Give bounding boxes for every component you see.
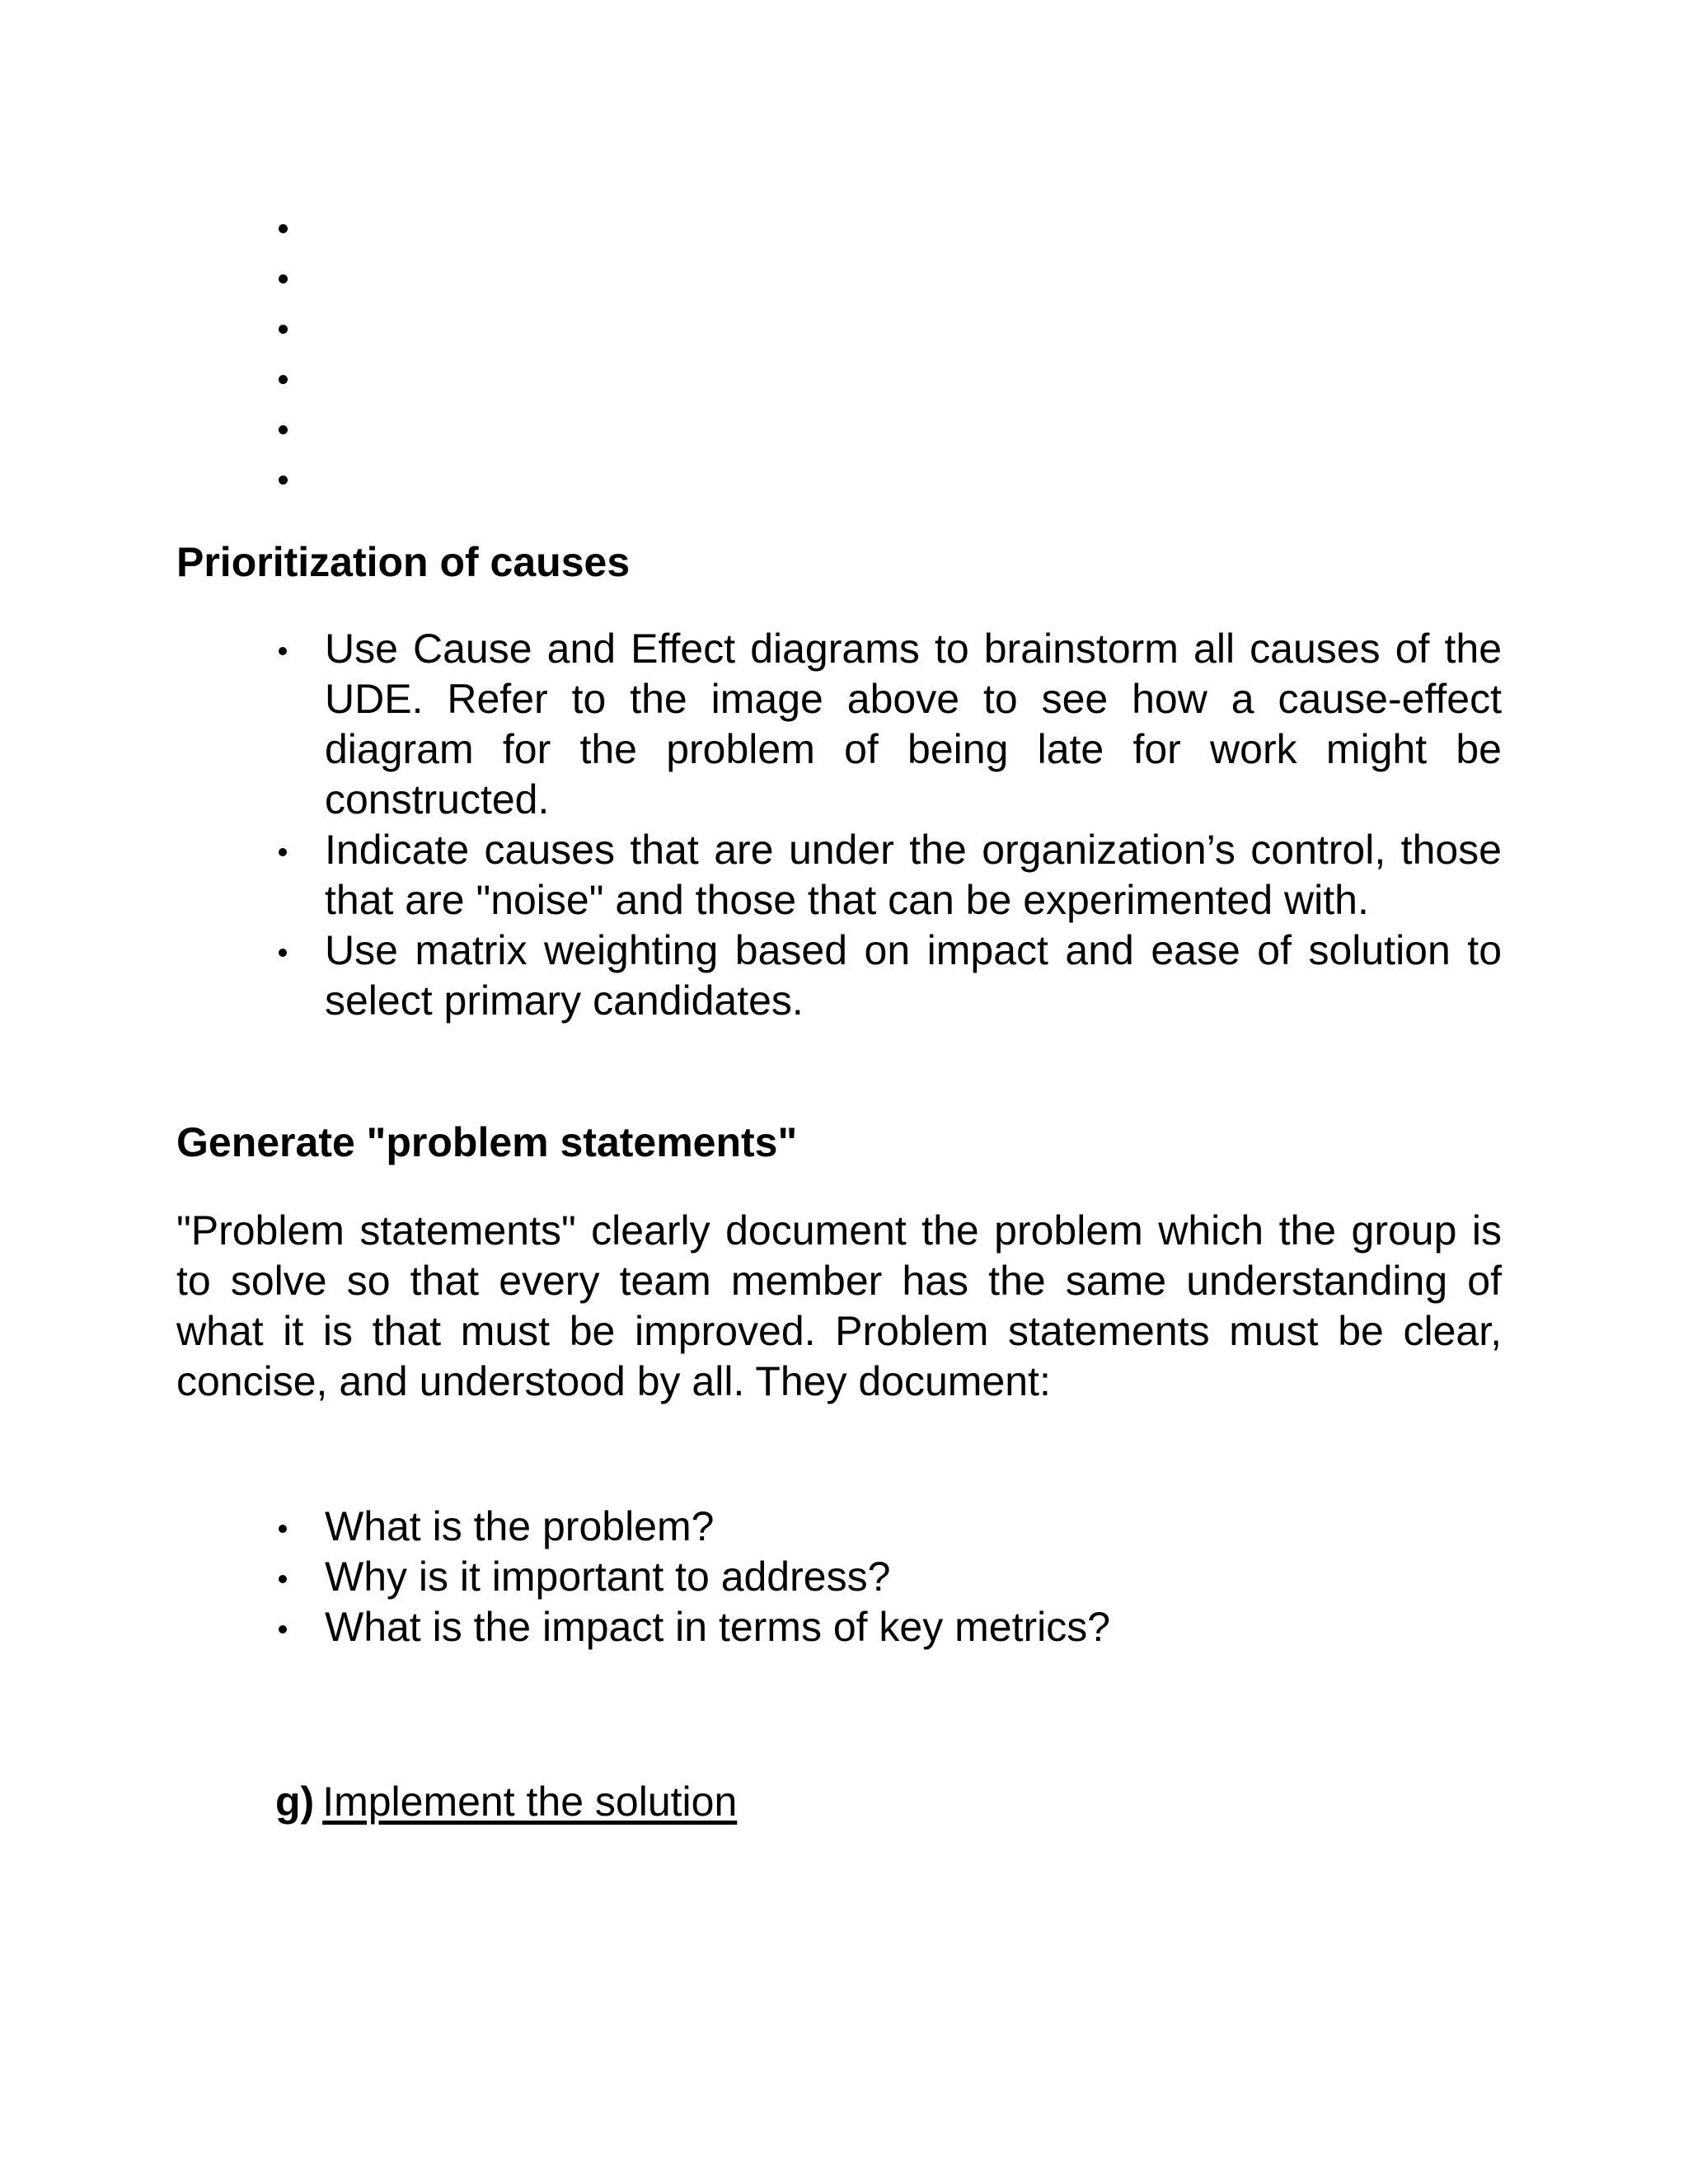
bullet-icon	[279, 949, 287, 957]
list-item-text: Use Cause and Effect diagrams to brainstorm all causes of the UDE. Refer to the image above to see how a cause-effect diagram for the problem of being late for work might be constructed.	[325, 626, 1502, 823]
problem-statements-list	[176, 1502, 1502, 1652]
list-item-text: Use matrix weighting based on impact and ease of solution to select primary candidates.	[325, 927, 1502, 1024]
step-label: g)	[275, 1779, 315, 1825]
list-item-text: What is the problem?	[325, 1503, 715, 1549]
bullet-icon	[279, 425, 288, 434]
list-item-text: Why is it important to address?	[325, 1554, 891, 1600]
list-item-text: Indicate causes that are under the organization’s control, those that are "noise" and those that can be experimented with.	[325, 827, 1502, 923]
bullet-icon	[279, 1525, 287, 1533]
list-item	[176, 624, 1502, 825]
list-item	[176, 1552, 1502, 1602]
problem-statements-paragraph: "Problem statements" clearly document the problem which the group is to solve so that every team member has the same understanding of what it is that must be improved. Problem statements must be clear, concise, and understood by all. They document:	[176, 1207, 1502, 1404]
section-heading-problem-statements: Generate "problem statements"	[176, 1119, 798, 1165]
bullet-icon	[279, 375, 288, 384]
bullet-icon	[279, 224, 288, 233]
prioritization-list	[176, 624, 1502, 1026]
list-item-text: What is the impact in terms of key metrics?	[325, 1604, 1111, 1650]
bullet-icon	[279, 274, 288, 284]
bullet-icon	[279, 848, 287, 856]
bullet-icon	[279, 1575, 287, 1583]
section-heading-prioritization: Prioritization of causes	[176, 539, 631, 585]
list-item	[176, 926, 1502, 1026]
bullet-icon	[279, 1625, 287, 1633]
list-item	[176, 1502, 1502, 1552]
bullet-icon	[279, 325, 288, 334]
next-step-heading	[275, 1777, 737, 1826]
list-item	[176, 1602, 1502, 1652]
bullet-icon	[279, 647, 287, 655]
bullet-icon	[279, 476, 288, 485]
step-title: Implement the solution	[322, 1779, 738, 1825]
list-item	[176, 825, 1502, 926]
